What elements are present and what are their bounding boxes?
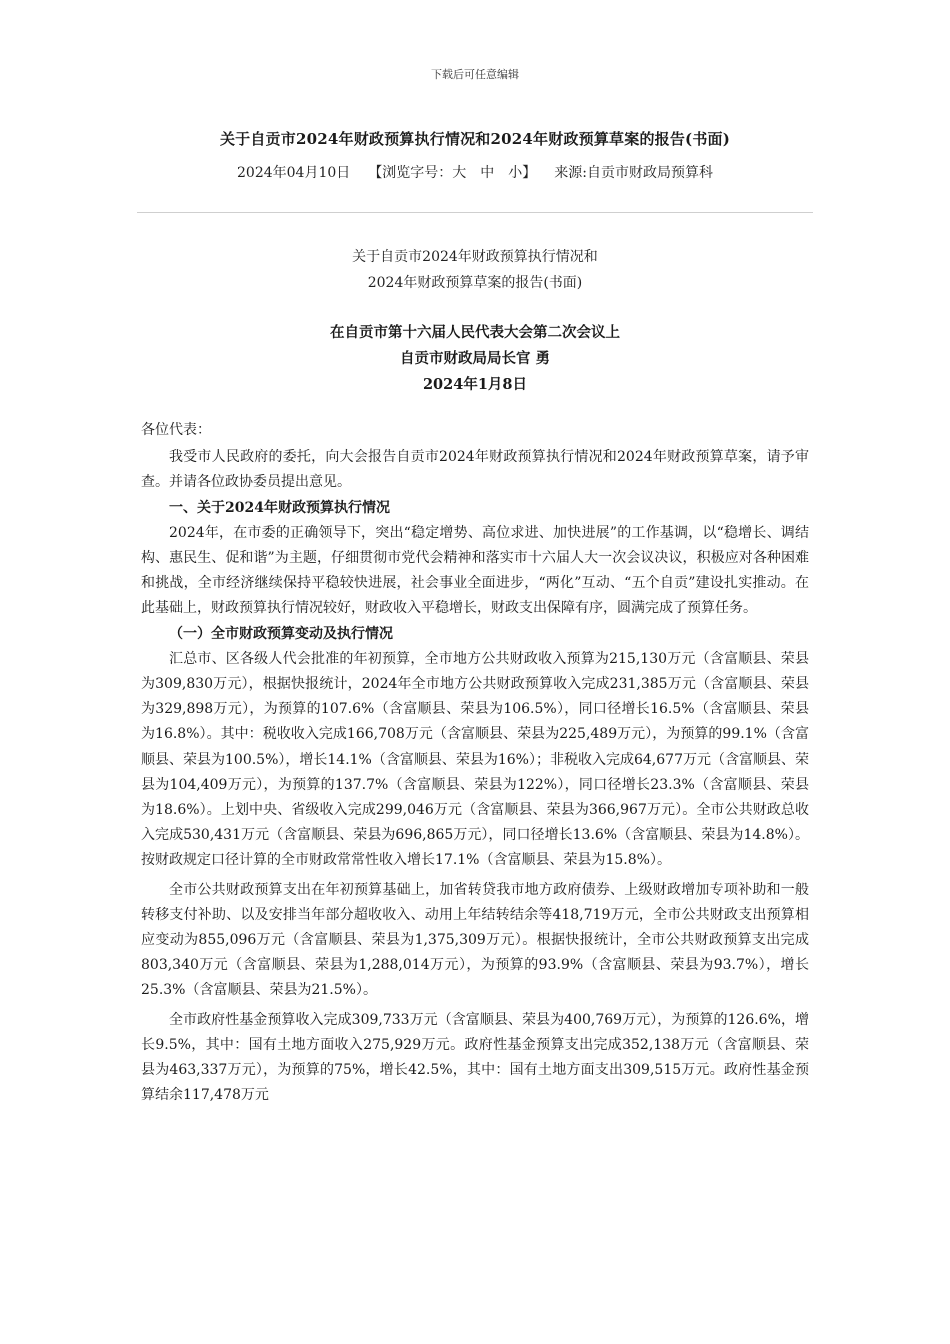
report-body [141,418,809,1108]
salutation: 各位代表： [141,422,211,438]
paragraph-revenue: 汇总市、区各级人代会批准的年初预算，全市地方公共财政收入预算为215,130万元（含富顺县、荣县为309,830万元），根据快报统计，2024年全市地方公共财政预算收入完成231,385万元（含富顺县、荣县为329,898万元），为预算的107.6%（含富顺县、荣县为106.5%），同口径增长16.5%（含富顺县、荣县为16.8%）。其中：税收收入完成166,708万元（含富顺县、荣县为225,489万元），为预算的99.1%（含富顺县、荣县为100.5%），增长14.1%（含富顺县、荣县为16%）；非税收入完成64,677万元（含富顺县、荣县为104,409万元），为预算的137.7%（含富顺县、荣县为122%），同口径增长23.3%（含富顺县、荣县为18.6%）。上划中央、省级收入完成299,046万元（含富顺县、荣县为366,967万元）。全市公共财政总收入完成530,431万元（含富顺县、荣县为696,865万元），同口径增长13.6%（含富顺县、荣县为14.8%）。按财政规定口径计算的全市财政常常性收入增长17.1%（含富顺县、荣县为15.8%）。 [141,650,809,869]
meeting-info [0,320,950,398]
page-title: 关于自贡市2024年财政预算执行情况和2024年财政预算草案的报告(书面) [219,130,731,148]
font-size-selector[interactable]: 【浏览字号：大 中 小】 [368,165,537,181]
report-title-line-1: 关于自贡市2024年财政预算执行情况和 [352,249,598,265]
article-source: 来源:自贡市财政局预算科 [554,165,713,181]
divider [137,212,813,213]
download-note: 下载后可任意编辑 [431,68,519,81]
meeting-date: 2024年1月8日 [422,376,528,393]
publish-date: 2024年04月10日 [237,165,351,181]
meeting-name: 在自贡市第十六届人民代表大会第二次会议上 [330,324,620,341]
section-heading-1: 一、关于2024年财政预算执行情况 [169,499,390,516]
report-title-line-2: 2024年财政预算草案的报告(书面) [367,275,583,291]
paragraph-intro: 我受市人民政府的委托，向大会报告自贡市2024年财政预算执行情况和2024年财政预算草案，请予审查。并请各位政协委员提出意见。 [141,449,809,491]
report-title [0,244,950,296]
article-meta [0,162,950,182]
speaker: 自贡市财政局局长官 勇 [399,350,551,367]
paragraph-expenditure: 全市公共财政预算支出在年初预算基础上，加省转贷我市地方政府债券、上级财政增加专项补助和一般转移支付补助、以及安排当年部分超收收入、动用上年结转结余等418,719万元，全市公共财政支出预算相应变动为855,096万元（含富顺县、荣县为1,375,309万元）。根据快报统计，全市公共财政预算支出完成803,340万元（含富顺县、荣县为1,288,014万元），为预算的93.9%（含富顺县、荣县为93.7%），增长25.3%（含富顺县、荣县为21.5%）。 [141,881,809,999]
paragraph-fund-budget: 全市政府性基金预算收入完成309,733万元（含富顺县、荣县为400,769万元），为预算的126.6%，增长9.5%，其中：国有土地方面收入275,929万元。政府性基金预算支出完成352,138万元（含富顺县、荣县为463,337万元），为预算的75%，增长42.5%，其中：国有土地方面支出309,515万元。政府性基金预算结余117,478万元 [141,1011,809,1104]
subsection-heading-1: （一）全市财政预算变动及执行情况 [169,625,393,642]
paragraph-overview: 2024年，在市委的正确领导下，突出“稳定增势、高位求进、加快进展”的工作基调，以“稳增长、调结构、惠民生、促和谐”为主题，仔细贯彻市党代会精神和落实市十六届人大一次会议决议，积极应对各种困难和挑战，全市经济继续保持平稳较快进展，社会事业全面进步，“两化”互动、“五个自贡”建设扎实推动。在此基础上，财政预算执行情况较好，财政收入平稳增长，财政支出保障有序，圆满完成了预算任务。 [141,524,809,617]
